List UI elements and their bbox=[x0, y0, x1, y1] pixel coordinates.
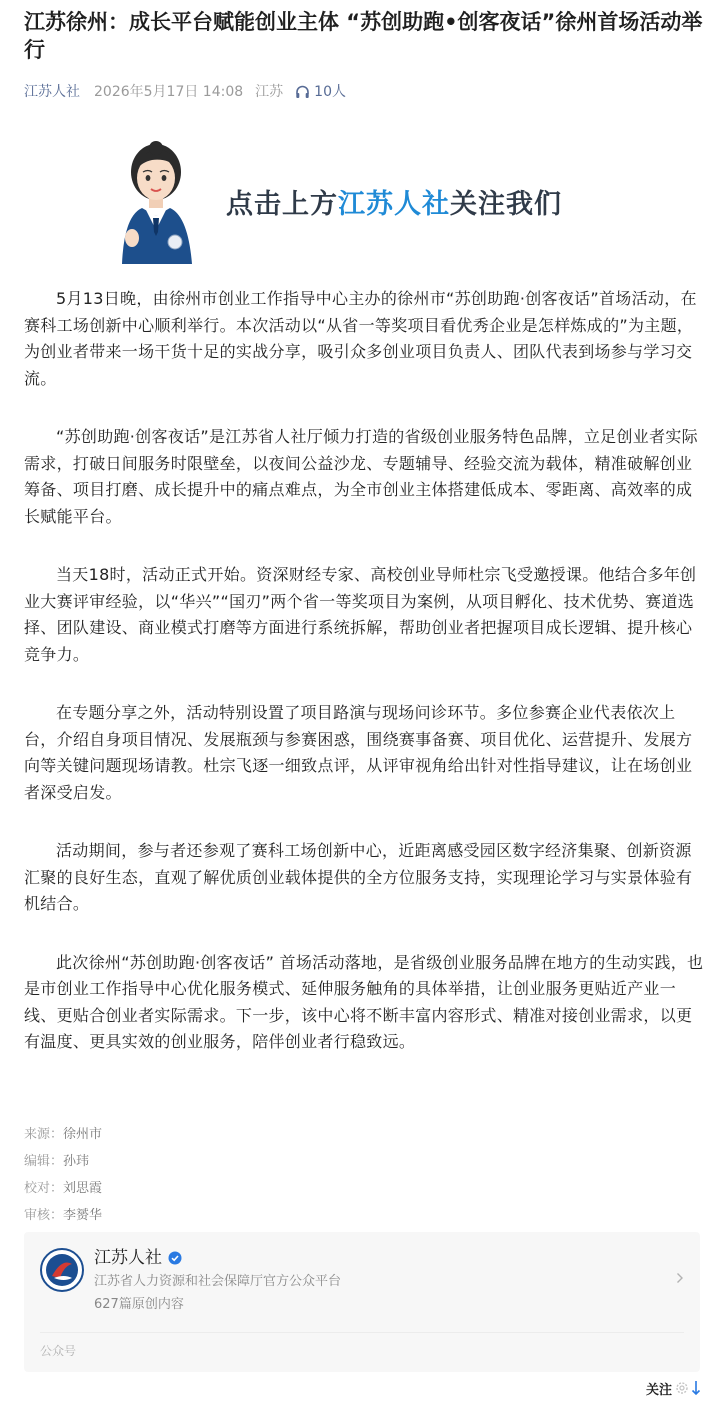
publish-region: 江苏 bbox=[255, 84, 284, 100]
paragraph: 此次徐州“苏创助跑·创客夜话” 首场活动落地，是省级创业服务品牌在地方的生动实践，也是市创业工作指导中心优化服务模式、延伸服务触角的具体举措，让创业服务更贴近产业一线、更贴合创业者实际需求。下一步，该中心将不断丰富内容形式、精准对接创业需求，以更有温度、更具实效的创业服务，陪伴创业者行稳致远。 bbox=[24, 952, 704, 1051]
article-meta bbox=[24, 82, 346, 102]
account-card-type: 公众号 bbox=[40, 1344, 77, 1358]
paragraph: 5月13日晚，由徐州市创业工作指导中心主办的徐州市“苏创助跑·创客夜话”首场活动，在赛科工场创新中心顺利举行。本次活动以“从省一等奖项目看优秀企业是怎样炼成的”为主题，为创业者带来一场干货十足的实战分享，吸引众多创业项目负责人、团队代表到场参与学习交流。 bbox=[24, 289, 697, 388]
mascot-illustration bbox=[112, 138, 202, 264]
credit-editor: 编辑：孙玮 bbox=[24, 1154, 90, 1169]
banner-text-highlight: 江苏人社 bbox=[338, 189, 450, 220]
arrow-down-icon bbox=[691, 1380, 701, 1396]
publish-date: 2026年5月17日 14:08 bbox=[94, 84, 244, 100]
credit-source: 来源：徐州市 bbox=[24, 1127, 103, 1142]
banner-text-pre: 点击上方 bbox=[226, 189, 338, 220]
account-logo bbox=[40, 1248, 84, 1292]
follow-button[interactable] bbox=[646, 1374, 701, 1402]
article-title: 江苏徐州：成长平台赋能创业主体 “苏创助跑•创客夜话”徐州首场活动举行 bbox=[24, 10, 703, 62]
article-credits bbox=[24, 1121, 102, 1229]
credit-reviewer: 审核：李赟华 bbox=[24, 1208, 103, 1223]
verified-badge-icon bbox=[168, 1251, 182, 1265]
banner-text bbox=[226, 188, 562, 222]
chevron-right-icon bbox=[676, 1272, 684, 1284]
paragraph: 在专题分享之外，活动特别设置了项目路演与现场问诊环节。多位参赛企业代表依次上台，介绍自身项目情况、发展瓶颈与参赛困惑，围绕赛事备赛、项目优化、运营提升、发展方向等关键问题现场请教。杜宗飞逐一细致点评，从评审视角给出针对性指导建议，让在场创业者深受启发。 bbox=[24, 703, 693, 802]
card-divider bbox=[40, 1332, 684, 1333]
paragraph: “苏创助跑·创客夜话”是江苏省人社厅倾力打造的省级创业服务特色品牌，立足创业者实际需求，打破日间服务时限壁垒，以夜间公益沙龙、专题辅导、经验交流为载体，精准破解创业筹备、项目打磨、成长提升中的痛点难点，为全市创业主体搭建低成本、零距离、高效率的成长赋能平台。 bbox=[24, 427, 698, 526]
gear-icon bbox=[674, 1380, 690, 1396]
banner-text-post: 关注我们 bbox=[450, 189, 562, 220]
article-body bbox=[24, 286, 704, 1088]
account-card-name: 江苏人社 bbox=[94, 1246, 182, 1270]
follow-label: 关注 bbox=[645, 1382, 672, 1398]
listener-count: 10人 bbox=[314, 84, 346, 100]
follow-us-banner bbox=[112, 138, 612, 264]
headphones-icon bbox=[295, 85, 310, 99]
account-card[interactable] bbox=[24, 1232, 700, 1372]
account-name-link[interactable]: 江苏人社 bbox=[24, 84, 80, 100]
credit-proofreader: 校对：刘思霞 bbox=[24, 1181, 103, 1196]
account-card-description: 江苏省人力资源和社会保障厅官方公众平台 bbox=[94, 1274, 342, 1289]
listen-button[interactable] bbox=[295, 82, 346, 102]
paragraph: 当天18时，活动正式开始。资深财经专家、高校创业导师杜宗飞受邀授课。他结合多年创业大赛评审经验，以“华兴”“国刃”两个省一等奖项目为案例，从项目孵化、技术优势、赛道选择、团队建设、商业模式打磨等方面进行系统拆解，帮助创业者把握项目成长逻辑、提升核心竞争力。 bbox=[24, 565, 697, 664]
paragraph: 活动期间，参与者还参观了赛科工场创新中心，近距离感受园区数字经济集聚、创新资源汇聚的良好生态，直观了解优质创业载体提供的全方位服务支持，实现理论学习与实景体验有机结合。 bbox=[24, 841, 693, 913]
account-card-original-count: 627篇原创内容 bbox=[94, 1297, 184, 1312]
